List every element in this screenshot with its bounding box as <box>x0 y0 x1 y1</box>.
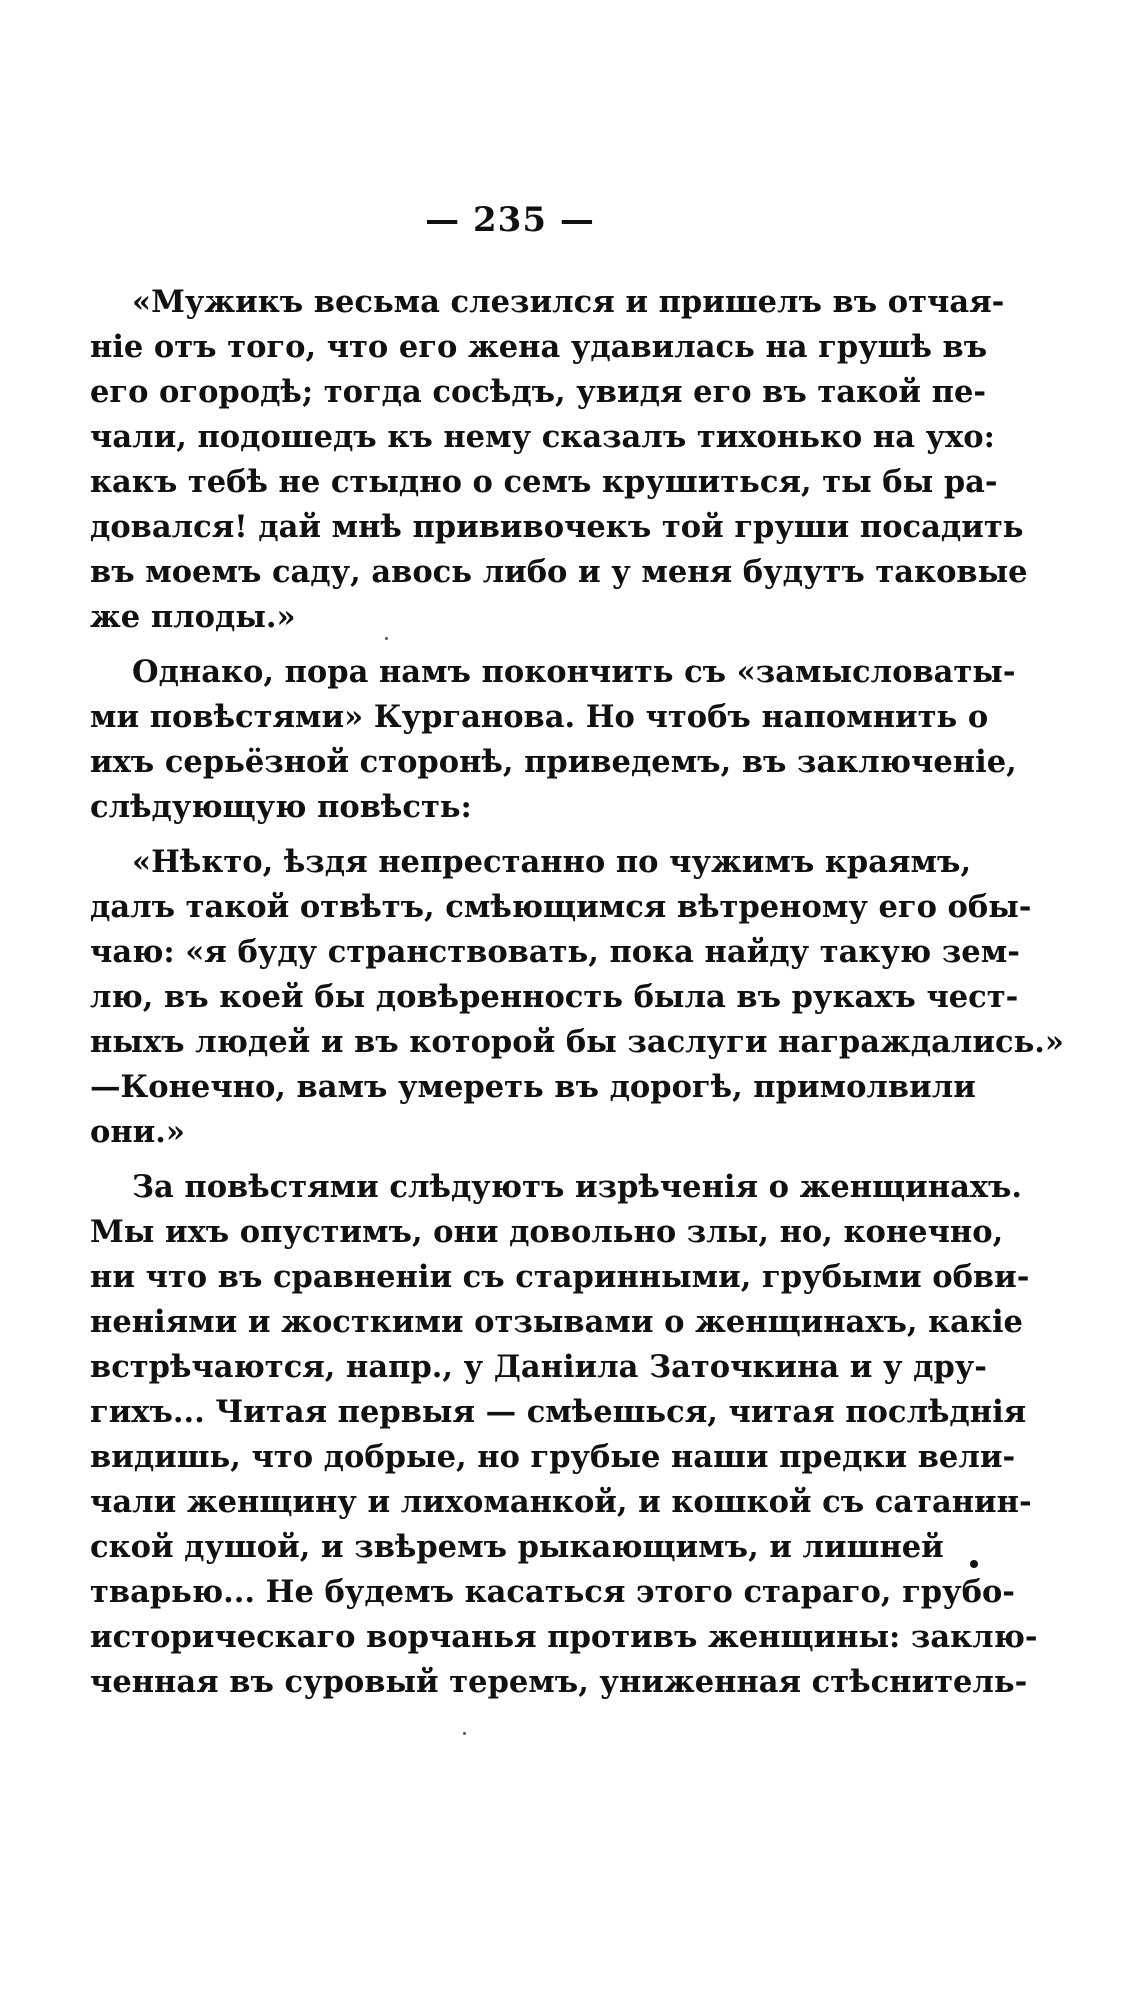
text-line: какъ тебѣ не стыдно о семъ крушиться, ты бы ра- <box>90 464 998 500</box>
text-line: ніе отъ того, что его жена удавилась на грушѣ въ <box>90 329 988 365</box>
text-line: ми повѣстями» Курганова. Но чтобъ напомнить о <box>90 699 989 735</box>
text-line: въ моемъ саду, авось либо и у меня будутъ таковые <box>90 554 1028 590</box>
text-line: лю, въ коей бы довѣренность была въ рукахъ чест- <box>90 979 1019 1015</box>
text-line: «Мужикъ весьма слезился и пришелъ въ отчая- <box>132 284 1005 320</box>
text-line: Однако, пора намъ покончить съ «замысловаты- <box>132 654 1016 690</box>
scan-speck <box>970 1560 978 1568</box>
text-line: довался! дай мнѣ прививочекъ той груши посадить <box>90 509 1024 545</box>
text-line: Мы ихъ опустимъ, они довольно злы, но, конечно, <box>90 1214 1004 1250</box>
text-line: За повѣстями слѣдуютъ изрѣченія о женщинахъ. <box>132 1169 1023 1205</box>
paragraph-1 <box>90 280 1028 640</box>
scan-speck <box>463 1732 466 1735</box>
text-line: они.» <box>90 1114 185 1150</box>
text-line: —Конечно, вамъ умереть въ дорогѣ, примолвили <box>90 1069 976 1105</box>
paragraph-3 <box>90 840 1064 1155</box>
text-line: «Нѣкто, ѣздя непрестанно по чужимъ краямъ, <box>132 844 972 880</box>
page-number: — 235 — <box>425 200 595 240</box>
scan-speck <box>385 637 388 640</box>
text-line: ской душой, и звѣремъ рыкающимъ, и лишней <box>90 1529 944 1565</box>
text-line: тварью... Не будемъ касаться этого стараго, грубо- <box>90 1574 1015 1610</box>
text-line: неніями и жосткими отзывами о женщинахъ, какіе <box>90 1304 1023 1340</box>
text-line: его огородѣ; тогда сосѣдъ, увидя его въ такой пе- <box>90 374 987 410</box>
text-column <box>90 280 1064 1705</box>
paragraph-2 <box>90 650 1017 830</box>
paragraph-gap <box>90 640 940 650</box>
text-line: ни что въ сравненіи съ старинными, грубыми обви- <box>90 1259 1030 1295</box>
text-line: чали женщину и лихоманкой, и кошкой съ сатанин- <box>90 1484 1032 1520</box>
text-line: встрѣчаются, напр., у Даніила Заточкина и у дру- <box>90 1349 987 1385</box>
text-line: же плоды.» <box>90 599 296 635</box>
text-line: слѣдующую повѣсть: <box>90 789 472 825</box>
text-line: ченная въ суровый теремъ, униженная стѣснитель- <box>90 1664 1028 1700</box>
text-line: чаю: «я буду странствовать, пока найду такую зем- <box>90 934 1020 970</box>
paragraph-4 <box>90 1165 1038 1705</box>
text-line: гихъ... Читая первыя — смѣешься, читая послѣднія <box>90 1394 1027 1430</box>
text-line: далъ такой отвѣтъ, смѣющимся вѣтреному его обы- <box>90 889 1032 925</box>
text-line: ихъ серьёзной сторонѣ, приведемъ, въ заключеніе, <box>90 744 1017 780</box>
paragraph-gap <box>90 830 940 840</box>
text-line: чали, подошедъ къ нему сказалъ тихонько на ухо: <box>90 419 995 455</box>
text-line: историческаго ворчанья противъ женщины: заклю- <box>90 1619 1038 1655</box>
text-line: видишь, что добрые, но грубые наши предки вели- <box>90 1439 1016 1475</box>
paragraph-gap <box>90 1155 940 1165</box>
text-line: ныхъ людей и въ которой бы заслуги награждались.» <box>90 1024 1064 1060</box>
